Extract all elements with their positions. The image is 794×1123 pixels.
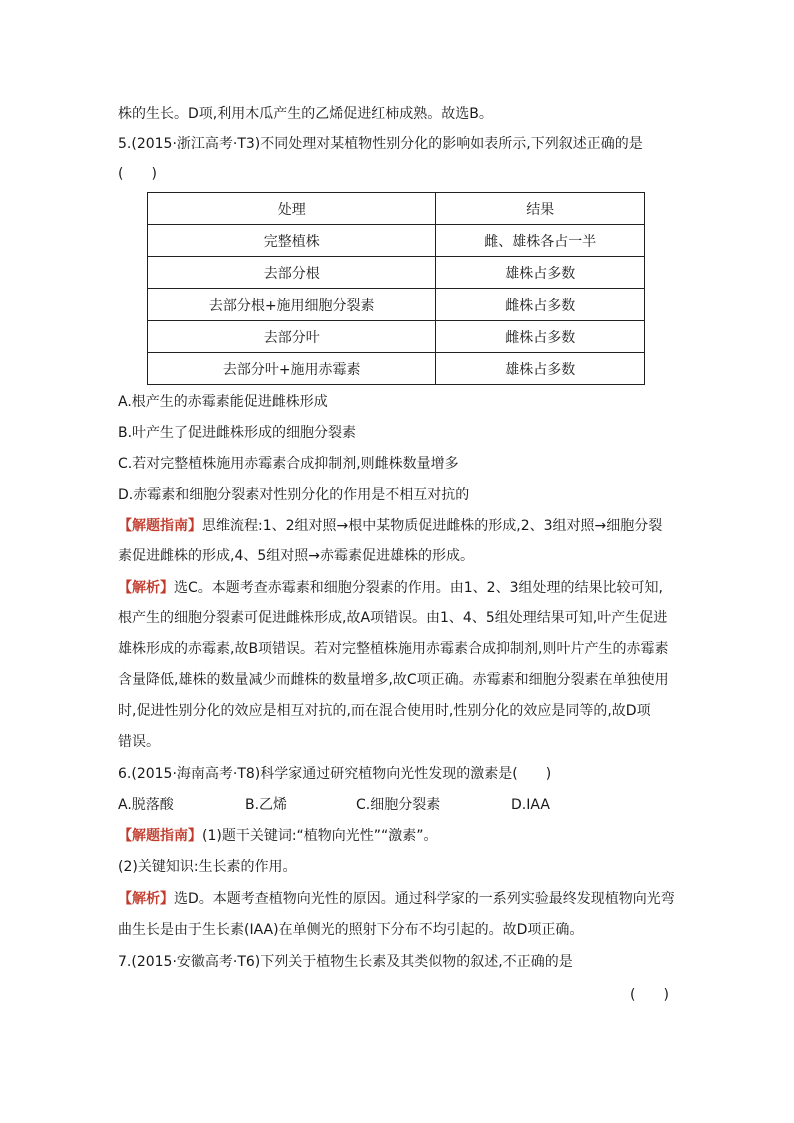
table-header-cell: 处理 (148, 193, 436, 225)
option-c: C.细胞分裂素 (356, 797, 441, 813)
option-b: B.乙烯 (245, 797, 288, 813)
guide-5-line-2: 素促进雌株的形成,4、5组对照→赤霉素促进雄株的形成。 (118, 548, 474, 564)
analysis-5-line-4: 含量降低,雄株的数量减少而雌株的数量增多,故C项正确。赤霉素和细胞分裂素在单独使用 (118, 672, 669, 688)
question-5-paren: ( ) (118, 166, 157, 182)
table-cell: 雄株占多数 (436, 257, 645, 289)
guide-6-line-1 (118, 826, 678, 846)
table-row (148, 353, 645, 385)
option-a: A.根产生的赤霉素能促进雌株形成 (118, 394, 328, 410)
analysis-text: 选C。本题考查赤霉素和细胞分裂素的作用。由1、2、3组处理的结果比较可知, (174, 580, 663, 596)
table-cell: 雌、雄株各占一半 (436, 225, 645, 257)
guide-5-line-1 (118, 516, 678, 536)
option-c: C.若对完整植株施用赤霉素合成抑制剂,则雌株数量增多 (118, 456, 459, 472)
guide-text: (1)题干关键词:“植物向光性”“激素”。 (202, 828, 438, 844)
table-header-cell: 结果 (436, 193, 645, 225)
option-b: B.叶产生了促进雌株形成的细胞分裂素 (118, 425, 357, 441)
option-d: D.赤霉素和细胞分裂素对性别分化的作用是不相互对抗的 (118, 487, 470, 503)
analysis-5-line-1 (118, 578, 678, 598)
analysis-6-line-2: 曲生长是由于生长素(IAA)在单侧光的照射下分布不均引起的。故D项正确。 (118, 922, 584, 938)
guide-6-line-2: (2)关键知识:生长素的作用。 (118, 859, 297, 875)
table-cell: 去部分叶+施用赤霉素 (148, 353, 436, 385)
question-5-stem: 5.(2015·浙江高考·T3)不同处理对某植物性别分化的影响如表所示,下列叙述正确的是 (118, 136, 643, 152)
table-row (148, 257, 645, 289)
question-6-stem: 6.(2015·海南高考·T8)科学家通过研究植物向光性发现的激素是( ) (118, 766, 552, 782)
analysis-text: 选D。本题考查植物向光性的原因。通过科学家的一系列实验最终发现植物向光弯 (174, 891, 675, 907)
option-d: D.IAA (511, 797, 550, 813)
analysis-5-line-5: 时,促进性别分化的效应是相互对抗的,而在混合使用时,性别分化的效应是同等的,故D项 (118, 703, 651, 719)
table-cell: 去部分叶 (148, 321, 436, 353)
option-a: A.脱落酸 (118, 797, 174, 813)
guide-text: 思维流程:1、2组对照→根中某物质促进雌株的形成,2、3组对照→细胞分裂 (202, 518, 663, 534)
table-cell: 完整植株 (148, 225, 436, 257)
table-row (148, 321, 645, 353)
table-cell: 雌株占多数 (436, 321, 645, 353)
table-header-row (148, 193, 645, 225)
guide-tag: 【解题指南】 (118, 518, 202, 534)
analysis-5-line-2: 根产生的细胞分裂素可促进雌株形成,故A项错误。由1、4、5组处理结果可知,叶产生促进 (118, 610, 668, 626)
analysis-tag: 【解析】 (118, 891, 174, 907)
table-cell: 去部分根 (148, 257, 436, 289)
table-row (148, 225, 645, 257)
table-row (148, 289, 645, 321)
results-table (147, 192, 645, 385)
analysis-tag: 【解析】 (118, 580, 174, 596)
question-7-paren: ( ) (630, 987, 669, 1003)
text-line: 株的生长。D项,利用木瓜产生的乙烯促进红柿成熟。故选B。 (118, 106, 493, 122)
analysis-5-line-6: 错误。 (118, 734, 160, 750)
analysis-5-line-3: 雄株形成的赤霉素,故B项错误。若对完整植株施用赤霉素合成抑制剂,则叶片产生的赤霉素 (118, 641, 669, 657)
table-cell: 去部分根+施用细胞分裂素 (148, 289, 436, 321)
table-cell: 雄株占多数 (436, 353, 645, 385)
guide-tag: 【解题指南】 (118, 828, 202, 844)
question-7-stem: 7.(2015·安徽高考·T6)下列关于植物生长素及其类似物的叙述,不正确的是 (118, 954, 573, 970)
analysis-6-line-1 (118, 889, 678, 909)
table-cell: 雌株占多数 (436, 289, 645, 321)
